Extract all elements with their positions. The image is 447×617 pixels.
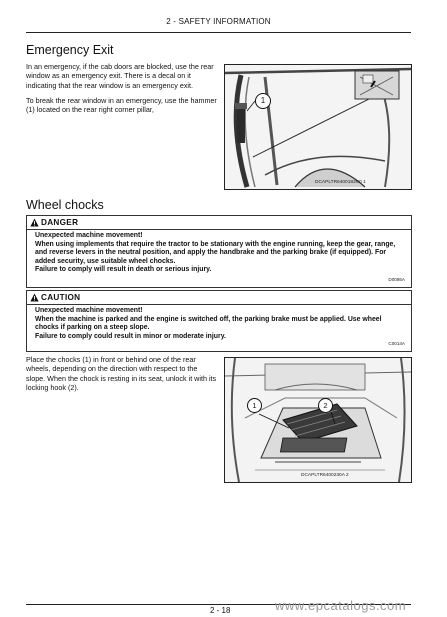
warning-triangle-icon	[30, 218, 39, 227]
wheel-chocks-heading: Wheel chocks	[26, 198, 104, 212]
wheel-chock-figure	[224, 357, 412, 483]
emergency-exit-paragraph-2: To break the rear window in an emergency, use the hammer (1) located on the rear right corner pillar,	[26, 96, 217, 115]
page-header	[26, 12, 411, 33]
danger-label: DANGER	[41, 218, 79, 227]
caution-header	[27, 291, 411, 305]
danger-header	[27, 216, 411, 230]
caution-code: C0014A	[388, 341, 405, 346]
danger-code: D0086A	[388, 277, 405, 282]
caution-label: CAUTION	[41, 293, 81, 302]
danger-line-2: When using implements that require the tractor to be stationary with the engine running, keep the gear, range, and reverse levers in the neutral position, and apply the handbrake and the parking brake (if equipped). For added security, use suitable wheel chocks.	[35, 240, 396, 265]
caution-box	[26, 290, 412, 352]
caution-line-3: Failure to comply could result in minor or moderate injury.	[35, 332, 226, 340]
locking-hook-callout: 2	[318, 398, 333, 413]
caution-text	[35, 307, 403, 341]
cab-rear-window-illustration	[225, 65, 411, 189]
figure-caption-1: DCAPLTR6400183C0 1	[315, 180, 366, 185]
hammer-callout: 1	[255, 93, 271, 109]
danger-text	[35, 232, 403, 275]
warning-triangle-icon	[30, 293, 39, 302]
wheel-chock-illustration	[225, 358, 411, 482]
section-title: 2 - SAFETY INFORMATION	[166, 17, 271, 26]
danger-line-3: Failure to comply will result in death or serious injury.	[35, 266, 212, 273]
figure-caption-2: DCAPLTR6400230A 2	[301, 473, 349, 478]
caution-line-2: When the machine is parked and the engine is switched off, the parking brake must be applied. Use wheel chocks if parking on a steep slope.	[35, 315, 382, 331]
watermark-link[interactable]: www.epcatalogs.com	[275, 598, 407, 613]
emergency-exit-heading: Emergency Exit	[26, 43, 114, 57]
caution-line-1: Unexpected machine movement!	[35, 307, 143, 314]
chock-callout: 1	[247, 398, 262, 413]
emergency-exit-paragraph-1: In an emergency, if the cab doors are blocked, use the rear window as an emergency exit. There is a decal on it indicating that the rear window is an emergency exit.	[26, 62, 214, 90]
danger-line-1: Unexpected machine movement!	[35, 232, 143, 239]
page-number: 2 - 18	[210, 606, 231, 615]
wheel-chocks-paragraph: Place the chocks (1) in front or behind one of the rear wheels, depending on the direction with respect to the slope. When the chock is resting in its seat, unlock it with its locking hook (2).	[26, 355, 217, 393]
danger-box	[26, 215, 412, 288]
cab-rear-window-figure	[224, 64, 412, 190]
